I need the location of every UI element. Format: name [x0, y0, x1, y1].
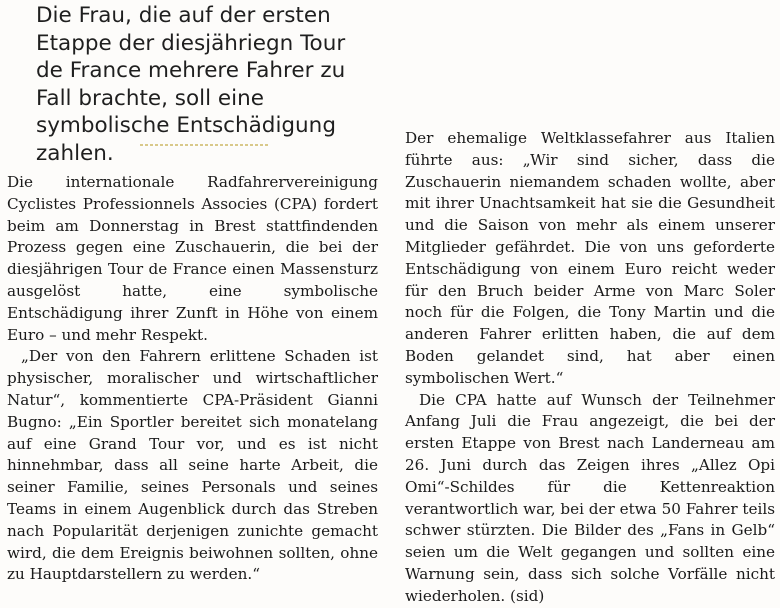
paragraph-right-2: Die CPA hatte auf Wunsch der Teilnehmer Anfang Juli die Frau angezeigt, die bei der ersten Etappe von Brest nach Landerneau am 26. Juni durch das Zeigen ihres „Allez Opi Omi“-Schildes für die Kettenreaktion verantwortlich war, bei der etwa 50 Fahrer teils schwer stürzten. Die Bilder des „Fans in Gelb“ seien um die Welt gegangen und sollten eine Warnung sein, dass sich solche Vorfälle nicht wiederholen. (sid)	[405, 390, 776, 605]
article-column-right	[405, 128, 775, 608]
article-lead: Die Frau, die auf der ersten Etappe der diesjähriegn Tour de France mehrere Fahrer zu Fall brachte, soll eine symbolische Entschädigung zahlen.	[36, 3, 346, 166]
paragraph-left-1: Die internationale Radfahrervereinigung Cyclistes Professionnels Associes (CPA) fordert beim am Donnerstag in Brest stattfindenden Prozess gegen eine Zuschauerin, die bei der diesjährigen Tour de France einen Massensturz ausgelöst hatte, eine symbolische Entschädigung ihrer Zunft in Höhe von einem Euro – und mehr Respekt.	[7, 173, 378, 344]
lead-divider	[140, 144, 270, 146]
article-column-left	[7, 172, 378, 586]
paragraph-left-2: „Der von den Fahrern erlittene Schaden ist physischer, moralischer und wirtschaftlicher Natur“, kommentierte CPA-Präsident Gianni Bugno: „Ein Sportler bereitet sich monatelang auf eine Grand Tour vor, und es ist nicht hinnehmbar, dass all seine harte Arbeit, die seiner Familie, seines Personals und seines Teams in einem Augenblick durch das Streben nach Popularität derjenigen zunichte gemacht wird, die dem Ereignis beiwohnen sollten, ohne zu Hauptdarstellern zu werden.“	[7, 347, 378, 584]
paragraph-right-1: Der ehemalige Weltklassefahrer aus Italien führte aus: „Wir sind sicher, dass die Zuschauerin niemandem schaden wollte, aber mit ihrer Unachtsamkeit hat sie die Gesundheit und die Saison von mehr als einem unserer Mitglieder gefährdet. Die von uns geforderte Entschädigung von einem Euro reicht weder für den Bruch beider Arme von Marc Soler noch für die Folgen, die Tony Martin und die anderen Fahrer erlitten haben, die auf dem Boden gelandet sind, hat aber einen symbolischen Wert.“	[405, 129, 775, 387]
